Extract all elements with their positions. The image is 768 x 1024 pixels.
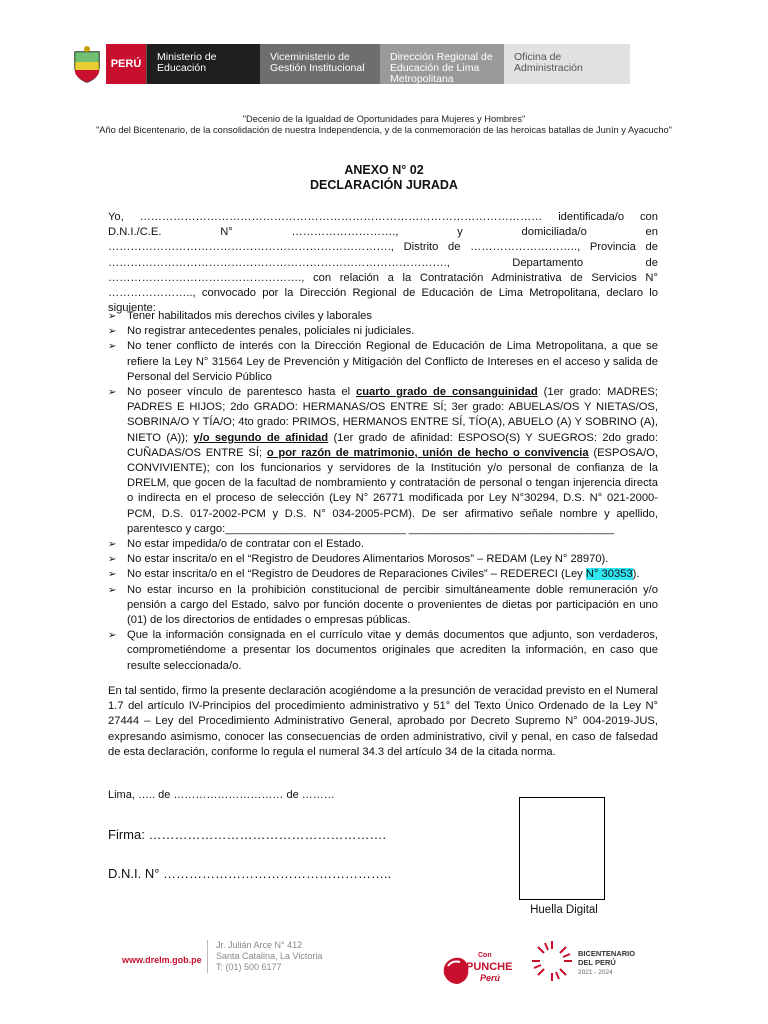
year-mottos (90, 114, 678, 136)
svg-text:Con: Con (478, 952, 492, 959)
dni-line[interactable]: D.N.I. N° …………………………………………….. (108, 866, 392, 881)
peru-badge: PERÚ (106, 44, 146, 84)
arrow-bullet-icon: ➢ (108, 387, 117, 399)
con-punche-peru-logo (440, 944, 516, 986)
arrow-bullet-icon: ➢ (108, 630, 117, 642)
arrow-bullet-icon: ➢ (108, 554, 117, 566)
fingerprint-box (519, 797, 605, 900)
arrow-bullet-icon: ➢ (108, 569, 117, 581)
document-title (150, 163, 618, 193)
svg-text:Perú: Perú (480, 973, 501, 983)
closing-paragraph: En tal sentido, firmo la presente declaración acogiéndome a la presunción de veracidad previsto en el Numeral 1.7 del artículo IV-Principios del procedimiento administrativo y 51° del Texto Único Ordenado de la Ley N° 27444 – Ley del Procedimiento Administrativo General, aprobado por Decreto Supremo N° 004-2019-JUS, expresando asimismo, conocer las consecuencias de orden administrativo, civil y penal, en caso de falsedad de esta declaración, conforme lo regula el numeral 34.3 del artículo 34 de la citada norma. (108, 685, 658, 758)
list-item: ➢ No estar impedida/o de contratar con el Estado. (108, 537, 658, 552)
arrow-bullet-icon: ➢ (108, 539, 117, 551)
declaration-heading: DECLARACIÓN JURADA (310, 178, 458, 192)
marriage-emphasis: o por razón de matrimonio, unión de hecho o convivencia (266, 446, 589, 459)
list-item: ➢ No registrar antecedentes penales, policiales ni judiciales. (108, 324, 658, 339)
list-item: ➢ No tener conflicto de interés con la Dirección Regional de Educación de Lima Metropolitana, a que se refiere la Ley N° 31564 Ley de Prevención y Mitigación del Conflicto de Intereses en el acceso y salida de Personal del Servicio Público (108, 340, 658, 383)
website-link[interactable]: www.drelm.gob.pe (122, 955, 202, 965)
highlighted-law-number: N° 30353 (585, 568, 633, 581)
list-item: ➢ No estar inscrita/o en el “Registro de Deudores Alimentarios Morosos” – REDAM (Ley N° 28970). (108, 552, 658, 567)
affinity-emphasis: y/o segundo de afinidad (193, 431, 329, 444)
header-banner (70, 44, 630, 84)
header-oficina: Oficina de Administración (504, 44, 630, 84)
bicentenario-logo (530, 938, 650, 984)
fingerprint-label: Huella Digital (530, 904, 598, 916)
svg-text:PUNCHE: PUNCHE (466, 961, 513, 973)
list-item: ➢ Que la información consignada en el currículo vitae y demás documentos que adjunto, son verdaderos, comprometiéndome a presentar los documentos originales que acrediten la información, en caso que resulte seleccionada/o. (108, 629, 658, 672)
arrow-bullet-icon: ➢ (108, 311, 117, 322)
list-item: ➢ No estar inscrita/o en el “Registro de Deudores de Reparaciones Civiles” – REDERECI (Ley N° 30353). (108, 567, 658, 582)
address-street: Jr. Julián Arce N° 412 (216, 940, 303, 950)
arrow-bullet-icon: ➢ (108, 584, 117, 596)
svg-text:DEL PERÚ: DEL PERÚ (578, 958, 616, 967)
footer-address (207, 940, 322, 973)
motto-year: "Año del Bicentenario, de la consolidación de nuestra Independencia, y de la conmemoración de las heroicas batallas de Junín y Ayacucho" (96, 124, 672, 135)
signature-line[interactable]: Firma: ………………………………………………. (108, 827, 387, 842)
list-item: ➢ No estar incurso en la prohibición constitucional de percibir simultáneamente doble remuneración y/o pensión a cargo del Estado, salvo por función docente o provenientes de dietas por participación en uno (01) de los directorios de entidades o empresas públicas. (108, 583, 658, 627)
header-viceministerio: Viceministerio de Gestión Institucional (260, 44, 380, 84)
svg-text:2021 - 2024: 2021 - 2024 (578, 969, 613, 976)
svg-text:BICENTENARIO: BICENTENARIO (578, 949, 636, 958)
arrow-bullet-icon: ➢ (108, 341, 117, 353)
consanguinity-emphasis: cuarto grado de consanguinidad (356, 386, 538, 399)
motto-decade: "Decenio de la Igualdad de Oportunidades para Mujeres y Hombres" (242, 114, 526, 124)
list-item: ➢ No poseer vínculo de parentesco hasta el cuarto grado de consanguinidad (1er grado: MADRES; PADRES E HIJOS; 2do GRADO: HERMANAS/OS ENTRE SÍ; 3er grado: ABUELAS/OS Y NIETAS/OS, SOBRINA/O Y TÍA/O; 4to grado: PRIMOS, HERMANOS ENTRE SÍ, TÍO(A), ABUELO (A) Y SOBRINO (A), NIETO (A)); y/o segundo de afinidad (1er grado de afinidad: ESPOSO(S) Y SUEGROS: 2do grado: CUÑADAS/OS ENTRE SÍ; o por razón de matrimonio, unión de hecho o convivencia (ESPOSA/O, CONVIVIENTE); con los funcionarios y servidores de la Institución y/o personal de confianza de la DRELM, que gocen de la facultad de nombramiento y contratación de personal o tengan injerencia directa o indirecta en el proceso de selección (Ley N° 26771 modificada por Ley N°30294, D.S. N° 021-2000-PCM, D.S. 017-2002-PCM y D.S. N° 034-2005-PCM). De ser afirmativo señale nombre y apellido, parentesco y cargo:_____________________________ _________________________________ (108, 386, 659, 535)
coat-of-arms-icon (70, 44, 104, 84)
list-item: ➢ Tener habilitados mis derechos civiles y laborales (108, 309, 658, 324)
header-ministerio: Ministerio de Educación (146, 44, 260, 84)
address-phone: T: (01) 500 6177 (216, 962, 282, 972)
intro-paragraph: Yo, ……………………………………………………………………………………………… identificada/o con D.N.I./C.E. N° ………………………., y domiciliada/o en …………………………………………………………………., Distrito de ……………………….., Provincia de ………………………………………………………………………………., Departamento de ……………………………………………., con relación a la Contratación Administrativa de Servicios N° ………………….., convocado por la Dirección Regional de Educación de Lima Metropolitana, declaro lo siguiente: (108, 211, 658, 315)
address-district: Santa Catalina, La Victoria (216, 951, 323, 961)
date-line[interactable]: Lima, ….. de ………………………… de ……… (108, 789, 335, 801)
arrow-bullet-icon: ➢ (108, 326, 117, 338)
header-direccion-regional: Dirección Regional de Educación de Lima Metropolitana (380, 44, 504, 84)
annex-number: ANEXO N° 02 (344, 163, 424, 177)
declaration-list (108, 309, 658, 674)
